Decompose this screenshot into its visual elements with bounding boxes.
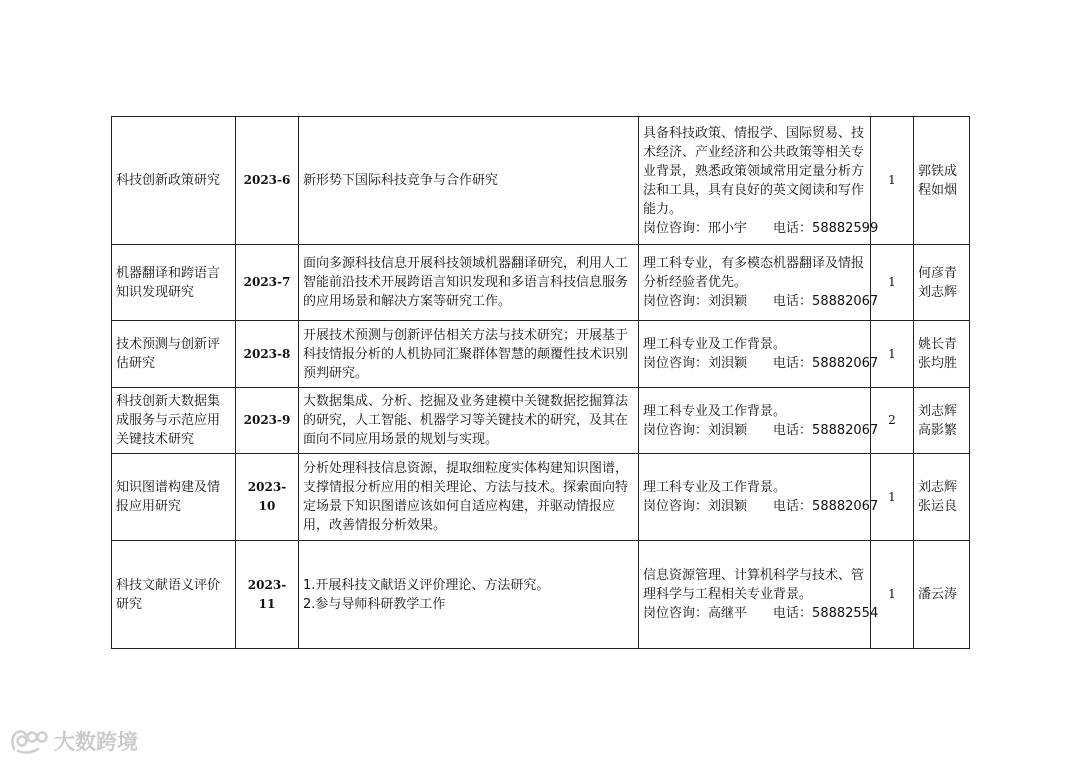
phone-label: 电话： [773,220,813,236]
position-code: 2023-9 [236,388,299,454]
requirements [639,454,879,541]
supervisor: 刘志辉 [918,284,958,300]
supervisor: 高影繁 [918,422,958,438]
research-content [299,388,639,454]
content-line: 大数据集成、分析、挖掘及业务建模中关键数据挖掘算法的研究，人工智能、机器学习等关键技术的研究，及其在面向不同应用场景的规划与实现。 [303,394,629,447]
requirement-text: 理工科专业及工作背景。 [643,480,787,495]
content-line: 2.参与导师科研教学工作 [303,596,446,612]
phone-number: 58882067 [812,294,879,309]
supervisor: 郭铁成 [918,163,958,179]
contact-line [643,497,879,516]
supervisors [914,454,970,541]
research-direction: 知识图谱构建及情报应用研究 [112,454,236,541]
research-direction: 科技文献语义评价研究 [112,541,236,649]
consult-name: 邢小宇 [708,220,748,236]
table-row [112,321,970,388]
watermark-text: 大数跨境 [54,730,138,754]
supervisors [914,321,970,388]
research-direction: 科技创新大数据集成服务与示范应用关键技术研究 [112,388,236,454]
table-row [112,541,970,649]
content-line: 分析处理科技信息资源，提取细粒度实体构建知识图谱，支撑情报分析应用的相关理论、方法与技术。探索面向特定场景下知识图谱应该如何自适应构建，并驱动情报应用，改善情报分析效果。 [303,461,629,533]
consult-name: 刘浿颖 [708,499,748,514]
contact-line [643,604,879,623]
supervisor: 潘云涛 [918,587,958,602]
supervisor: 程如烟 [918,182,958,198]
table-row [112,245,970,321]
position-code: 2023-6 [236,117,299,245]
supervisor: 张均胜 [918,356,958,371]
position-code: 2023-10 [236,454,299,541]
quota: 1 [871,321,914,388]
requirement-text: 信息资源管理、计算机科学与技术、管理科学与工程相关专业背景。 [643,568,865,602]
table-row [112,388,970,454]
phone-number: 58882554 [812,606,879,621]
position-code: 2023-7 [236,245,299,321]
quota: 1 [871,454,914,541]
watermark [8,726,138,756]
research-content [299,321,639,388]
requirement-text: 理工科专业及工作背景。 [643,337,787,352]
requirement-text: 具备科技政策、情报学、国际贸易、技术经济、产业经济和公共政策等相关专业背景，熟悉政策领域常用定量分析方法和工具，具有良好的英文阅读和写作能力。 [643,125,865,217]
phone-number: 58882067 [812,422,879,438]
consult-label: 岗位咨询： [643,294,709,309]
supervisor: 姚长青 [918,337,958,352]
position-code: 2023-11 [236,541,299,649]
contact-line [643,292,879,311]
contact-line [643,354,879,373]
contact-line [643,219,879,238]
consult-name: 刘浿颖 [708,294,748,309]
position-code: 2023-8 [236,321,299,388]
research-content [299,245,639,321]
postdoc-positions-table [111,116,970,649]
phone-label: 电话： [773,422,813,438]
requirement-text: 理工科专业及工作背景。 [643,403,787,419]
contact-line [643,421,879,440]
table-row [112,454,970,541]
content-line: 1.开展科技文献语义评价理论、方法研究。 [303,577,550,593]
quota: 2 [871,388,914,454]
research-direction: 技术预测与创新评估研究 [112,321,236,388]
phone-number: 58882599 [812,220,879,236]
phone-number: 58882067 [812,356,879,371]
research-direction: 机器翻译和跨语言知识发现研究 [112,245,236,321]
research-direction: 科技创新政策研究 [112,117,236,245]
consult-label: 岗位咨询： [643,499,709,514]
requirements [639,541,879,649]
phone-label: 电话： [773,606,813,621]
supervisor: 刘志辉 [918,480,958,495]
consult-name: 高继平 [708,606,748,621]
consult-label: 岗位咨询： [643,422,709,438]
supervisor: 何彦青 [918,265,958,281]
phone-label: 电话： [773,499,813,514]
supervisors [914,541,970,649]
requirements [639,245,879,321]
quota: 1 [871,117,914,245]
phone-label: 电话： [773,356,813,371]
supervisors [914,245,970,321]
requirements [639,321,879,388]
research-content [299,454,639,541]
content-line: 面向多源科技信息开展科技领域机器翻译研究，利用人工智能前沿技术开展跨语言知识发现和多语言科技信息服务的应用场景和解决方案等研究工作。 [303,256,629,309]
research-content [299,117,639,245]
requirements [639,388,879,454]
research-content [299,541,639,649]
content-line: 开展技术预测与创新评估相关方法与技术研究；开展基于科技情报分析的人机协同汇聚群体智慧的颠覆性技术识别预判研究。 [303,327,629,381]
quota: 1 [871,245,914,321]
supervisor: 张运良 [918,499,958,514]
content-line: 新形势下国际科技竞争与合作研究 [303,173,499,188]
consult-name: 刘浿颖 [708,356,748,371]
table-row [112,117,970,245]
supervisors [914,388,970,454]
quota: 1 [871,541,914,649]
supervisor: 刘志辉 [918,403,958,419]
watermark-logo-icon [8,727,50,755]
phone-label: 电话： [773,294,813,309]
supervisors [914,117,970,245]
phone-number: 58882067 [812,499,879,514]
consult-label: 岗位咨询： [643,220,709,236]
consult-label: 岗位咨询： [643,606,709,621]
consult-name: 刘浿颖 [708,422,748,438]
requirements [639,117,879,245]
consult-label: 岗位咨询： [643,356,709,371]
requirement-text: 理工科专业，有多模态机器翻译及情报分析经验者优先。 [643,256,865,290]
